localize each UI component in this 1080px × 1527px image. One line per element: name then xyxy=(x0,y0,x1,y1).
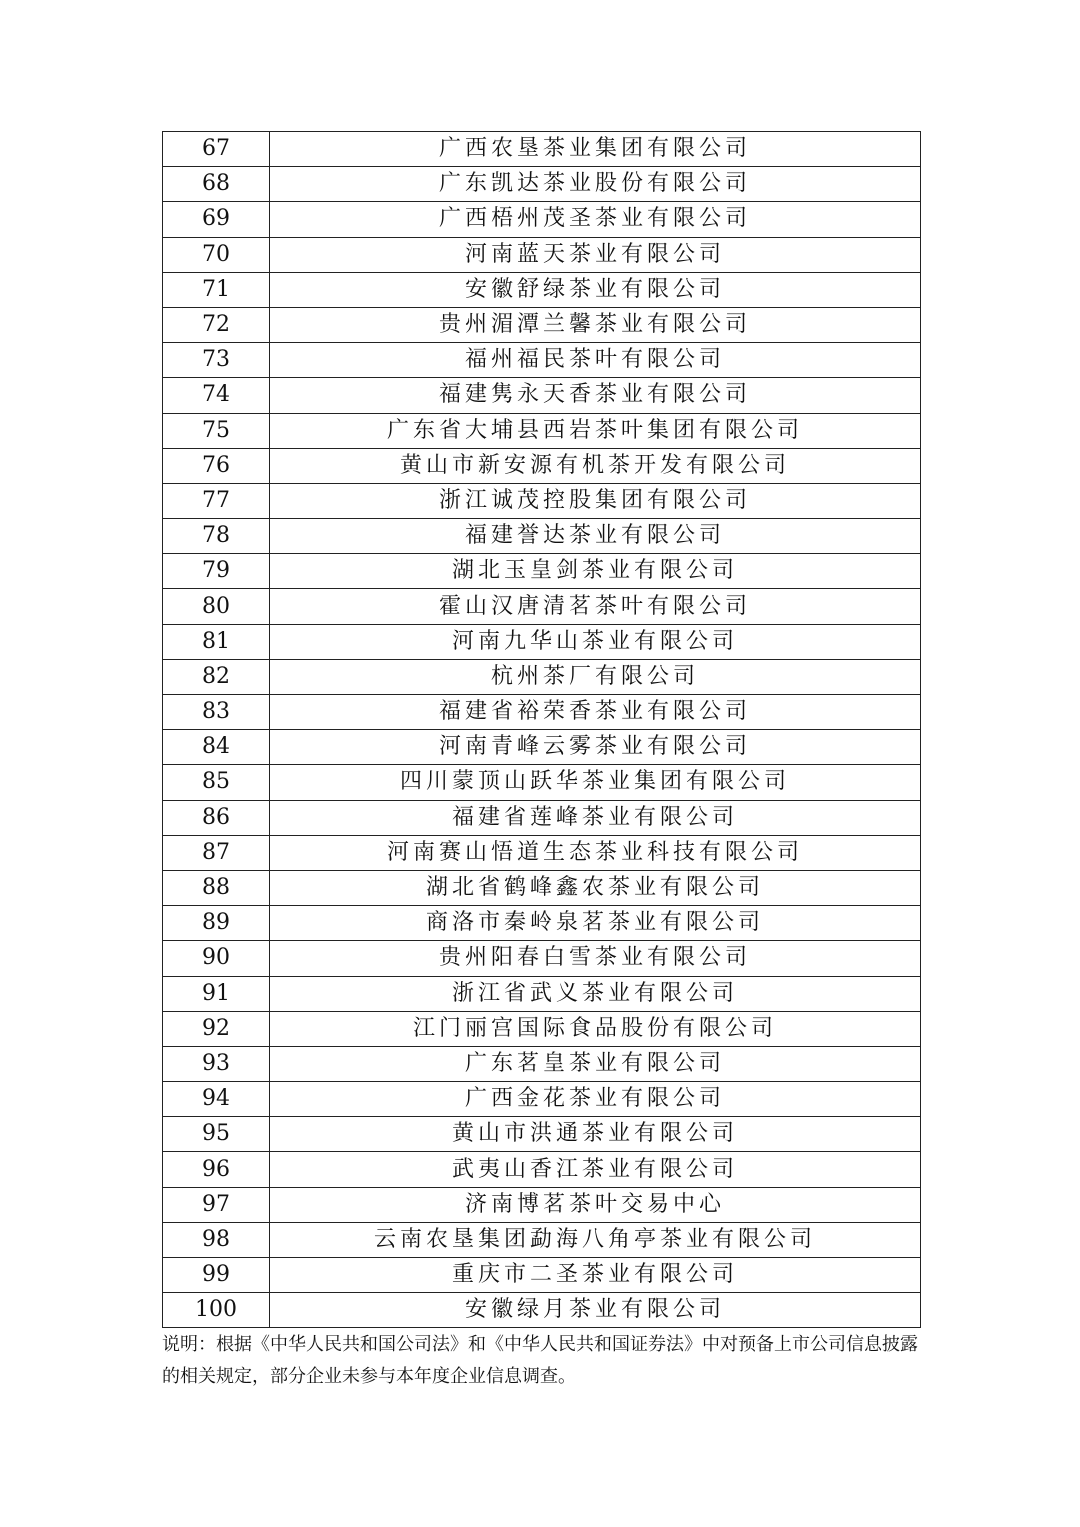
rank-cell: 67 xyxy=(163,132,270,167)
table-row xyxy=(163,765,921,800)
table-row xyxy=(163,1187,921,1222)
table-row xyxy=(163,167,921,202)
company-name-cell: 黄山市新安源有机茶开发有限公司 xyxy=(270,448,921,483)
rank-cell: 89 xyxy=(163,906,270,941)
rank-cell: 93 xyxy=(163,1046,270,1081)
rank-cell: 79 xyxy=(163,554,270,589)
rank-cell: 74 xyxy=(163,378,270,413)
company-name-cell: 杭州茶厂有限公司 xyxy=(270,659,921,694)
ranking-table-body xyxy=(163,132,921,1328)
table-row xyxy=(163,659,921,694)
company-name-cell: 贵州阳春白雪茶业有限公司 xyxy=(270,941,921,976)
rank-cell: 98 xyxy=(163,1222,270,1257)
table-row xyxy=(163,448,921,483)
company-name-cell: 福建隽永天香茶业有限公司 xyxy=(270,378,921,413)
table-row xyxy=(163,1152,921,1187)
company-name-cell: 商洛市秦岭泉茗茶业有限公司 xyxy=(270,906,921,941)
rank-cell: 84 xyxy=(163,730,270,765)
rank-cell: 90 xyxy=(163,941,270,976)
table-row xyxy=(163,413,921,448)
table-row xyxy=(163,976,921,1011)
company-name-cell: 河南青峰云雾茶业有限公司 xyxy=(270,730,921,765)
rank-cell: 73 xyxy=(163,343,270,378)
company-name-cell: 安徽舒绿茶业有限公司 xyxy=(270,272,921,307)
rank-cell: 85 xyxy=(163,765,270,800)
company-name-cell: 广西农垦茶业集团有限公司 xyxy=(270,132,921,167)
table-row xyxy=(163,1293,921,1328)
company-name-cell: 武夷山香江茶业有限公司 xyxy=(270,1152,921,1187)
table-row xyxy=(163,1011,921,1046)
company-name-cell: 安徽绿月茶业有限公司 xyxy=(270,1293,921,1328)
rank-cell: 92 xyxy=(163,1011,270,1046)
table-row xyxy=(163,906,921,941)
rank-cell: 82 xyxy=(163,659,270,694)
table-row xyxy=(163,624,921,659)
rank-cell: 97 xyxy=(163,1187,270,1222)
table-row xyxy=(163,307,921,342)
table-row xyxy=(163,202,921,237)
table-row xyxy=(163,695,921,730)
rank-cell: 86 xyxy=(163,800,270,835)
company-name-cell: 黄山市洪通茶业有限公司 xyxy=(270,1117,921,1152)
rank-cell: 81 xyxy=(163,624,270,659)
company-name-cell: 广东凯达茶业股份有限公司 xyxy=(270,167,921,202)
rank-cell: 94 xyxy=(163,1082,270,1117)
rank-cell: 95 xyxy=(163,1117,270,1152)
rank-cell: 77 xyxy=(163,483,270,518)
table-row xyxy=(163,1258,921,1293)
company-name-cell: 广东省大埔县西岩茶叶集团有限公司 xyxy=(270,413,921,448)
rank-cell: 68 xyxy=(163,167,270,202)
rank-cell: 88 xyxy=(163,870,270,905)
table-row xyxy=(163,1117,921,1152)
rank-cell: 91 xyxy=(163,976,270,1011)
company-name-cell: 河南九华山茶业有限公司 xyxy=(270,624,921,659)
table-row xyxy=(163,1046,921,1081)
table-row xyxy=(163,554,921,589)
rank-cell: 75 xyxy=(163,413,270,448)
table-row xyxy=(163,519,921,554)
company-name-cell: 福建省莲峰茶业有限公司 xyxy=(270,800,921,835)
rank-cell: 80 xyxy=(163,589,270,624)
rank-cell: 76 xyxy=(163,448,270,483)
table-row xyxy=(163,800,921,835)
footnote: 说明：根据《中华人民共和国公司法》和《中华人民共和国证券法》中对预备上市公司信息披露的相关规定，部分企业未参与本年度企业信息调查。 xyxy=(162,1334,918,1387)
rank-cell: 99 xyxy=(163,1258,270,1293)
company-name-cell: 四川蒙顶山跃华茶业集团有限公司 xyxy=(270,765,921,800)
company-name-cell: 贵州湄潭兰馨茶业有限公司 xyxy=(270,307,921,342)
rank-cell: 69 xyxy=(163,202,270,237)
table-row xyxy=(163,835,921,870)
company-name-cell: 重庆市二圣茶业有限公司 xyxy=(270,1258,921,1293)
rank-cell: 72 xyxy=(163,307,270,342)
company-name-cell: 云南农垦集团勐海八角亭茶业有限公司 xyxy=(270,1222,921,1257)
table-row xyxy=(163,272,921,307)
rank-cell: 78 xyxy=(163,519,270,554)
table-row xyxy=(163,870,921,905)
table-row xyxy=(163,730,921,765)
company-name-cell: 广东茗皇茶业有限公司 xyxy=(270,1046,921,1081)
company-name-cell: 霍山汉唐清茗茶叶有限公司 xyxy=(270,589,921,624)
table-row xyxy=(163,1082,921,1117)
company-name-cell: 浙江诚茂控股集团有限公司 xyxy=(270,483,921,518)
company-name-cell: 江门丽宫国际食品股份有限公司 xyxy=(270,1011,921,1046)
table-row xyxy=(163,483,921,518)
table-row xyxy=(163,343,921,378)
company-name-cell: 福州福民茶叶有限公司 xyxy=(270,343,921,378)
rank-cell: 70 xyxy=(163,237,270,272)
table-row xyxy=(163,1222,921,1257)
company-name-cell: 浙江省武义茶业有限公司 xyxy=(270,976,921,1011)
table-row xyxy=(163,589,921,624)
company-name-cell: 福建誉达茶业有限公司 xyxy=(270,519,921,554)
table-row xyxy=(163,378,921,413)
table-row xyxy=(163,132,921,167)
rank-cell: 83 xyxy=(163,695,270,730)
company-name-cell: 湖北玉皇剑茶业有限公司 xyxy=(270,554,921,589)
rank-cell: 96 xyxy=(163,1152,270,1187)
company-name-cell: 湖北省鹤峰鑫农茶业有限公司 xyxy=(270,870,921,905)
company-name-cell: 福建省裕荣香茶业有限公司 xyxy=(270,695,921,730)
company-name-cell: 济南博茗茶叶交易中心 xyxy=(270,1187,921,1222)
rank-cell: 71 xyxy=(163,272,270,307)
company-ranking-table xyxy=(162,131,921,1328)
company-name-cell: 广西梧州茂圣茶业有限公司 xyxy=(270,202,921,237)
company-name-cell: 河南赛山悟道生态茶业科技有限公司 xyxy=(270,835,921,870)
company-name-cell: 河南蓝天茶业有限公司 xyxy=(270,237,921,272)
rank-cell: 87 xyxy=(163,835,270,870)
table-row xyxy=(163,941,921,976)
table-row xyxy=(163,237,921,272)
rank-cell: 100 xyxy=(163,1293,270,1328)
company-name-cell: 广西金花茶业有限公司 xyxy=(270,1082,921,1117)
